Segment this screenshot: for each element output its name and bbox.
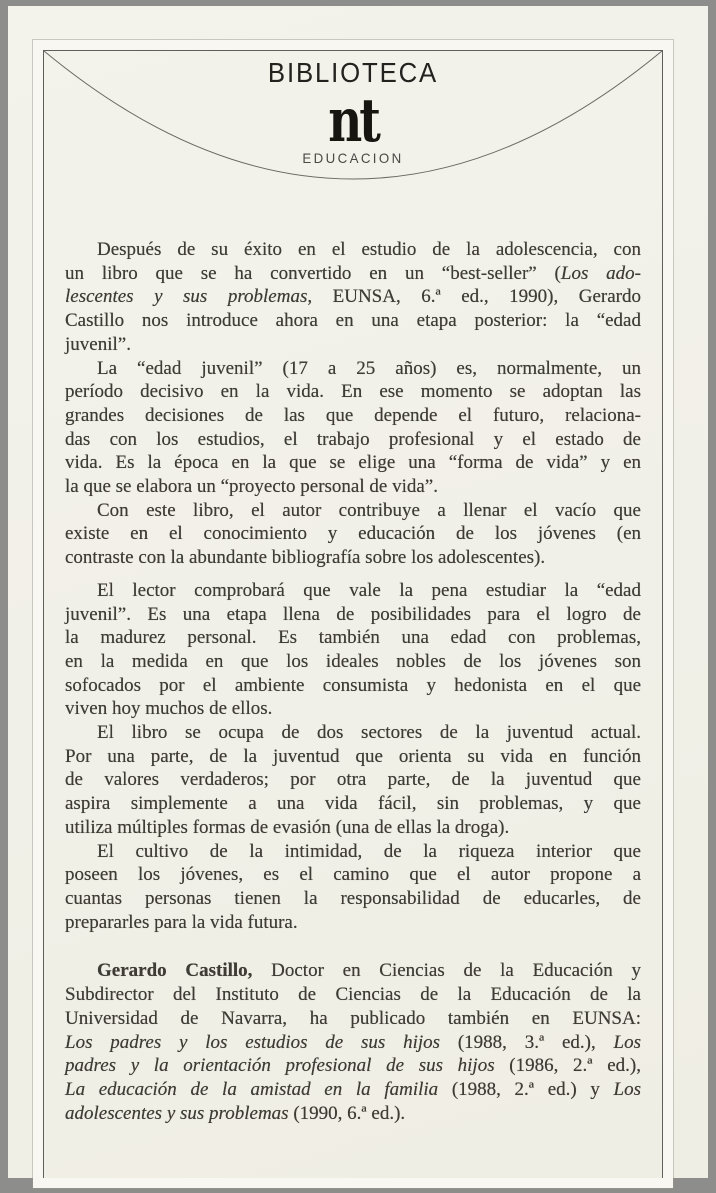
text-run: cuantas personas tienen la responsabilidad de educarles, de <box>65 887 641 909</box>
text-run: Subdirector del Instituto de Ciencias de la Educación de la <box>65 984 641 1006</box>
text-run: El libro se ocupa de dos sectores de la juventud actual. <box>97 722 641 744</box>
series-title: BIBLIOTECA <box>267 57 439 88</box>
paragraph-line <box>65 357 641 381</box>
paragraph-line <box>65 863 641 887</box>
text-run: juvenil”. Es una etapa llena de posibilidades para el logro de <box>65 603 641 625</box>
text-run: padres y la orientación profesional de sus hijos <box>65 1055 495 1077</box>
paragraph-line <box>65 1102 641 1126</box>
text-run: juvenil”. <box>65 333 131 355</box>
paragraph-line <box>65 333 641 357</box>
paragraph-line <box>65 603 641 627</box>
paragraph-line <box>65 768 641 792</box>
text-run: El lector comprobará que vale la pena estudiar la “edad <box>97 579 641 601</box>
paragraph-line <box>65 650 641 674</box>
text-run: Los <box>613 1078 641 1100</box>
paragraph-line <box>65 911 641 935</box>
paragraph-edad-juvenil <box>65 357 641 499</box>
paragraph-line <box>65 238 641 262</box>
paragraph-line <box>65 499 641 523</box>
paragraph-line <box>65 626 641 650</box>
text-run: contraste con la abundante bibliografía sobre los adolescentes). <box>65 547 546 569</box>
text-run: Por una parte, de la juventud que orienta su vida en función <box>65 745 641 767</box>
paragraph-line <box>65 475 641 499</box>
text-run: viven hoy muchos de ellos. <box>65 698 273 720</box>
paragraph-line <box>65 285 641 309</box>
text-run: El cultivo de la intimidad, de la riqueza interior que <box>97 840 641 862</box>
text-run: período decisivo en la vida. En ese momento se adoptan las <box>65 381 641 403</box>
paragraph-line <box>65 1007 641 1031</box>
paragraph-cultivo <box>65 840 641 935</box>
paragraph-line <box>65 579 641 603</box>
paragraph-line <box>65 887 641 911</box>
paragraph-line <box>65 404 641 428</box>
text-run: (1988, 3.ª ed.), <box>440 1031 614 1053</box>
paragraph-line <box>65 1078 641 1102</box>
paragraph-line <box>65 309 641 333</box>
text-run: poseen los jóvenes, es el camino que el autor propone a <box>65 864 641 886</box>
text-run: existe en el conocimiento y educación de los jóvenes (en <box>65 523 641 545</box>
text-run: adolescentes y sus problemas <box>65 1102 289 1124</box>
paragraph-line <box>65 674 641 698</box>
text-run: vida. Es la época en la que se elige una “forma de vida” y en <box>65 452 641 474</box>
text-run: (1988, 2.ª ed.) y <box>438 1078 614 1100</box>
paragraph-author-bio <box>65 959 641 1125</box>
text-run: Gerardo Castillo, <box>97 960 253 982</box>
text-run: lescentes y sus problemas <box>65 286 308 308</box>
text-run: Universidad de Navarra, ha publicado también en EUNSA: <box>65 1007 641 1029</box>
paragraph-line <box>65 1054 641 1078</box>
text-run: La educación de la amistad en la familia <box>65 1078 439 1100</box>
collection-name: EDUCACION <box>302 150 404 166</box>
text-run: Con este libro, el autor contribuye a llenar el vacío que <box>97 499 641 521</box>
paragraph-line <box>65 262 641 286</box>
text-run: La “edad juvenil” (17 a 25 años) es, normalmente, un <box>97 357 641 379</box>
paragraph-line <box>65 721 641 745</box>
text-run: la madurez personal. Es también una edad con problemas, <box>65 627 641 649</box>
paragraph-line <box>65 816 641 840</box>
text-run: , EUNSA, 6.ª ed., 1990), Gerardo <box>307 286 641 308</box>
text-run: Castillo nos introduce ahora en una etapa posterior: la “edad <box>65 310 641 332</box>
paragraph-el-lector <box>65 579 641 721</box>
text-run: un libro que se ha convertido en un “best-seller” ( <box>65 262 561 284</box>
paragraph-line <box>65 546 641 570</box>
body-text <box>65 238 641 1125</box>
text-run: Los ado- <box>560 262 641 284</box>
text-run: Los padres y los estudios de sus hijos <box>65 1031 441 1053</box>
text-run: Doctor en Ciencias de la Educación y <box>252 960 641 982</box>
text-run: (1990, 6.ª ed.). <box>288 1102 406 1124</box>
paragraph-line <box>65 840 641 864</box>
inner-frame <box>43 50 663 1178</box>
paragraph-line <box>65 451 641 475</box>
paragraph-line <box>65 1031 641 1055</box>
paragraph-line <box>65 697 641 721</box>
paragraph-dos-sectores <box>65 721 641 840</box>
book-cover <box>8 6 708 1178</box>
text-run: sofocados por el ambiente consumista y hedonista en el que <box>65 674 641 696</box>
paragraph-line <box>65 792 641 816</box>
text-run: la que se elabora un “proyecto personal de vida”. <box>65 476 438 498</box>
text-run: aspira simplemente a una vida fácil, sin problemas, y que <box>65 793 641 815</box>
text-run: de valores verdaderos; por otra parte, de la juventud que <box>65 769 641 791</box>
paragraph-line <box>65 745 641 769</box>
paragraph-intro <box>65 238 641 357</box>
text-run: utiliza múltiples formas de evasión (una de ellas la droga). <box>65 816 510 838</box>
publisher-logo: nt <box>328 86 378 156</box>
paragraph-con-este-libro <box>65 499 641 570</box>
paragraph-line <box>65 522 641 546</box>
text-run: Los <box>613 1031 641 1053</box>
text-run: (1986, 2.ª ed.), <box>494 1055 641 1077</box>
text-run: en la medida en que los ideales nobles de los jóvenes son <box>65 650 641 672</box>
paragraph-line <box>65 380 641 404</box>
paragraph-line <box>65 428 641 452</box>
paragraph-line <box>65 983 641 1007</box>
text-run: grandes decisiones de las que depende el futuro, relaciona- <box>65 404 641 426</box>
text-run: das con los estudios, el trabajo profesional y el estado de <box>65 428 641 450</box>
text-run: Después de su éxito en el estudio de la adolescencia, con <box>97 239 641 260</box>
paragraph-line <box>65 959 641 983</box>
text-run: prepararles para la vida futura. <box>65 911 298 933</box>
